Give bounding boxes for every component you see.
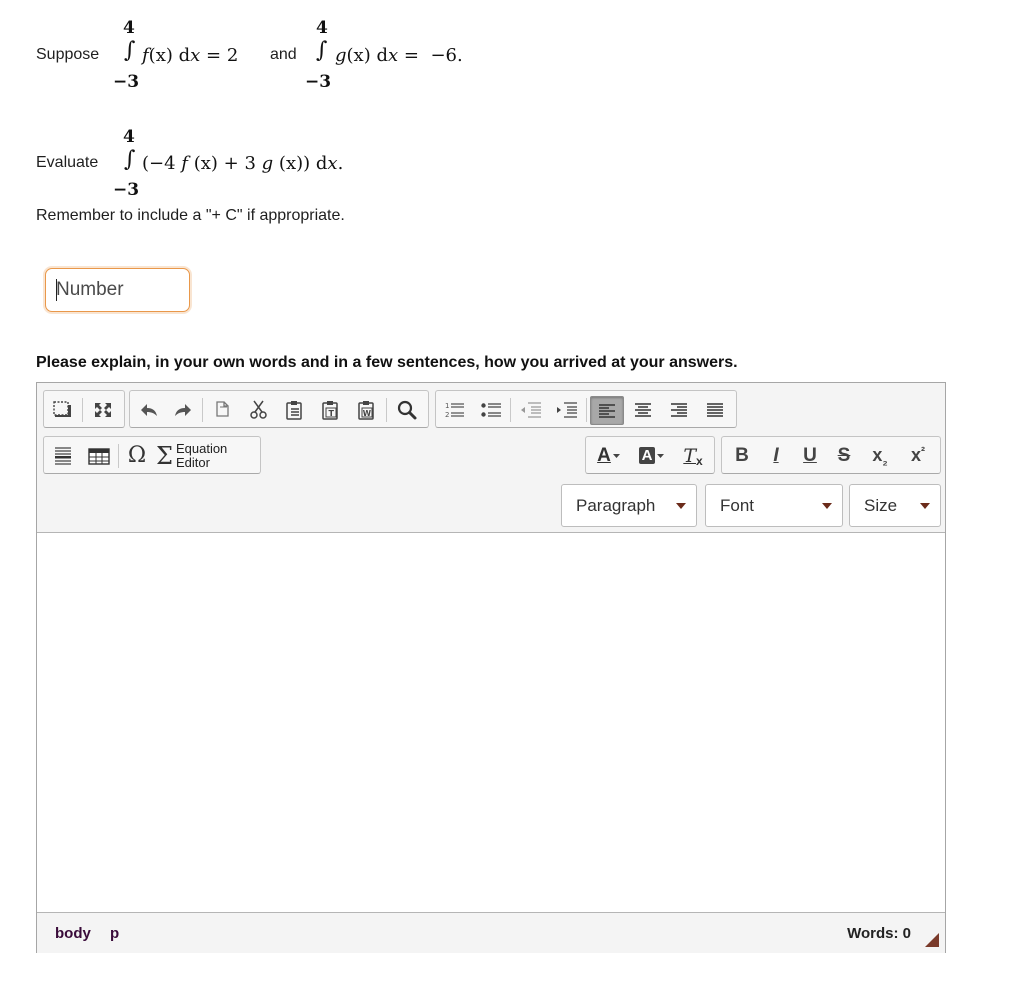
coef-three: 3: [244, 153, 256, 174]
sigma-glyph: Σ: [156, 441, 173, 470]
italic-button[interactable]: I: [773, 444, 779, 466]
evaluate-label: Evaluate: [36, 154, 99, 171]
strikethrough-button[interactable]: S: [837, 444, 851, 466]
justify-icon[interactable]: [700, 396, 730, 423]
func-arg: (x): [148, 45, 173, 66]
equation-editor-label-1: Equation: [175, 440, 228, 456]
clear-format-sub: x: [696, 453, 703, 468]
background-color-icon[interactable]: [634, 442, 670, 469]
toolbar-separator: [386, 398, 387, 422]
period: .: [456, 45, 463, 66]
equals-sign: =: [403, 45, 419, 66]
element-path-body[interactable]: body: [55, 925, 91, 942]
differential-d: d: [315, 153, 328, 174]
redo-icon[interactable]: [168, 396, 198, 423]
func-arg: (x): [346, 45, 371, 66]
bold-button[interactable]: B: [735, 444, 749, 466]
integral-eval-upper-limit: 4: [123, 127, 135, 147]
subscript-button[interactable]: [864, 442, 896, 469]
integral-sign: ∫: [124, 38, 136, 63]
superscript-glyph: x: [910, 445, 921, 465]
paste-icon[interactable]: [280, 396, 310, 423]
integral-eval-lower-limit: −3: [113, 180, 140, 200]
clear-format-glyph: T: [683, 444, 696, 467]
svg-text:T: T: [328, 408, 334, 418]
paragraph-select-label: Paragraph: [576, 495, 656, 515]
font-select[interactable]: [705, 484, 843, 527]
paragraph-format-select[interactable]: [561, 484, 697, 527]
horizontal-line-icon[interactable]: [48, 442, 78, 469]
undo-icon[interactable]: [134, 396, 164, 423]
integral-g-lower-limit: −3: [305, 72, 332, 92]
toolbar-group-paragraph: [435, 390, 737, 428]
cut-icon[interactable]: [244, 396, 274, 423]
plus-sign: +: [223, 153, 239, 174]
paste-text-icon[interactable]: [316, 396, 346, 423]
align-right-icon[interactable]: [664, 396, 694, 423]
underline-button[interactable]: U: [803, 444, 817, 466]
align-center-icon[interactable]: [628, 396, 658, 423]
toolbar-group-clipboard: [129, 390, 429, 428]
equation-editor-icon[interactable]: [156, 442, 256, 469]
toolbar-separator: [586, 398, 587, 422]
integral-f-value: 2: [226, 45, 239, 66]
clear-format-icon[interactable]: [678, 442, 708, 469]
size-select-label: Size: [864, 495, 898, 515]
font-select-label: Font: [720, 495, 755, 515]
and-label: and: [270, 46, 297, 63]
integral-g-value: −6: [430, 45, 457, 66]
maximize-icon[interactable]: [88, 396, 118, 423]
toolbar-separator: [118, 444, 119, 468]
equation-editor-label-2: Editor: [175, 454, 210, 470]
toolbar-group-insert: [43, 436, 261, 474]
toolbar-group-basicstyles: [721, 436, 941, 474]
differential-d: d: [376, 45, 388, 66]
element-path-p[interactable]: p: [110, 925, 120, 942]
chevron-down-icon: [822, 503, 832, 509]
indent-icon[interactable]: [552, 396, 582, 423]
editor-toolbar: [37, 383, 945, 533]
toolbar-separator: [82, 398, 83, 422]
differential-d: d: [178, 45, 191, 66]
func-arg: (x): [193, 153, 218, 174]
paste-word-icon[interactable]: [352, 396, 382, 423]
subscript-glyph: x: [872, 445, 883, 465]
rich-text-editor: [36, 382, 946, 953]
func-arg: (x)): [278, 153, 311, 174]
text-caret: [56, 279, 57, 301]
superscript-button[interactable]: [902, 442, 934, 469]
explain-prompt: Please explain, in your own words and in a few sentences, how you arrived at your answers.: [36, 354, 738, 371]
text-color-icon[interactable]: [592, 442, 626, 469]
toolbar-group-document: [43, 390, 125, 428]
chevron-down-icon: [676, 503, 686, 509]
chevron-down-icon: [920, 503, 930, 509]
numbered-list-icon[interactable]: [440, 396, 470, 423]
toolbar-separator: [510, 398, 511, 422]
differential-var: x: [190, 45, 201, 66]
differential-var: x: [388, 45, 399, 66]
superscript-mark: ²: [921, 443, 925, 458]
subscript-mark: ₂: [882, 453, 888, 468]
func-f: f: [181, 153, 188, 174]
toolbar-group-colors: [585, 436, 715, 474]
copy-icon[interactable]: [208, 396, 238, 423]
integral-g-upper-limit: 4: [316, 18, 328, 38]
editor-statusbar: [37, 912, 945, 953]
func-f: f: [142, 45, 149, 66]
table-icon[interactable]: [84, 442, 114, 469]
integral-sign: ∫: [316, 38, 328, 63]
size-select[interactable]: [849, 484, 941, 527]
func-g: g: [335, 45, 347, 66]
source-icon[interactable]: [48, 396, 78, 423]
integral-f-upper-limit: 4: [123, 18, 135, 38]
resize-grip-icon[interactable]: [925, 933, 939, 947]
svg-text:2: 2: [445, 410, 450, 419]
toolbar-separator: [202, 398, 203, 422]
period: .: [337, 153, 344, 174]
svg-text:1: 1: [445, 401, 450, 410]
outdent-icon[interactable]: [516, 396, 546, 423]
find-icon[interactable]: [392, 396, 422, 423]
align-left-icon[interactable]: [590, 396, 624, 425]
word-count: Words: 0: [847, 925, 911, 942]
reminder-text: Remember to include a "+ C" if appropriate.: [36, 207, 345, 224]
bg-color-glyph: A: [639, 447, 656, 464]
text-color-glyph: A: [597, 444, 611, 466]
suppose-label: Suppose: [36, 46, 100, 63]
equals-sign: =: [206, 45, 222, 66]
integral-f-lower-limit: −3: [113, 72, 140, 92]
differential-var: x: [327, 153, 338, 174]
expr-open: (−4: [142, 153, 176, 174]
func-g: g: [261, 153, 274, 174]
editor-content-area[interactable]: [37, 533, 945, 911]
integral-sign: ∫: [124, 147, 136, 172]
svg-text:W: W: [362, 408, 372, 418]
answer-number-input[interactable]: [45, 268, 190, 312]
special-char-icon[interactable]: Ω: [127, 443, 147, 468]
bulleted-list-icon[interactable]: [476, 396, 506, 423]
